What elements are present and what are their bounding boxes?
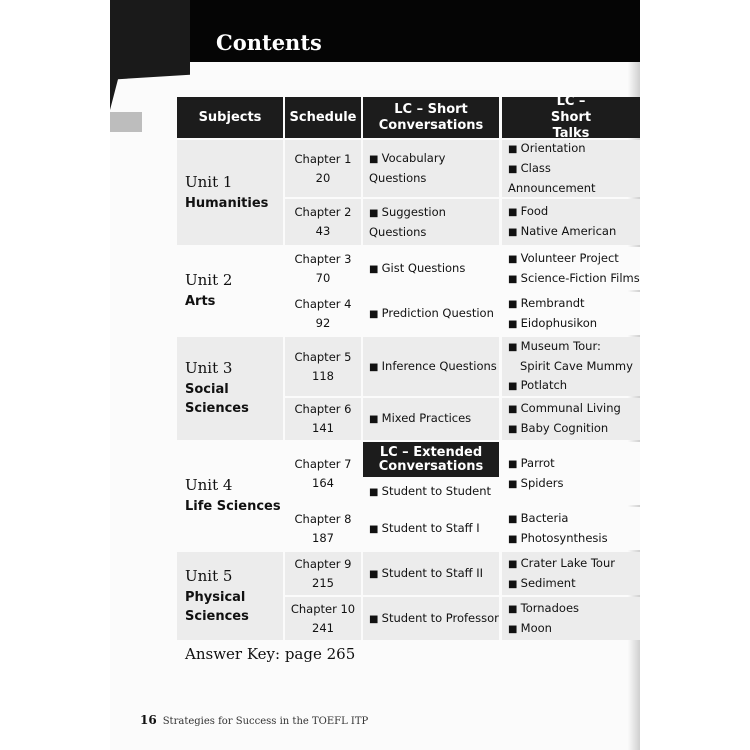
chapter-page: 70 [315,270,331,285]
header-subjects: Subjects [177,97,283,138]
talk-item: Spirit Cave Mummy [520,359,633,373]
schedule-cell [285,292,361,335]
chapter-chapter: Chapter 1 [294,151,352,166]
talk-item: ■ Crater Lake Tour [502,554,640,574]
header-short-talks: LC – Short Talks [502,97,640,138]
talks-cell [502,199,640,245]
schedule-cell [285,442,361,505]
unit-cell [177,337,283,440]
talk-item: ■ Moon [502,619,640,639]
schedule-cell [285,247,361,290]
conversation-item: ■ Student to Staff I [363,519,499,539]
conversation-cell [363,479,499,505]
talk-item: ■ Eidophusikon [502,314,640,334]
unit-cell [177,442,283,550]
conversation-item: ■ Vocabulary Questions [363,149,499,188]
unit-cell [177,552,283,640]
chapter-page: 92 [315,315,331,330]
schedule-cell [285,507,361,550]
conversation-cell [363,398,499,440]
talk-item: ■ Potlatch [502,376,640,396]
conversation-cell [363,140,499,197]
chapter-chapter: Chapter 10 [290,601,356,616]
schedule-cell [285,398,361,440]
talks-cell [502,398,640,440]
schedule-cell [285,199,361,245]
talk-item: ■ Volunteer Project [502,249,640,269]
talk-item: ■ Orientation [502,139,640,159]
chapter-chapter: Chapter 2 [294,205,352,219]
conversation-cell [363,337,499,396]
chapter-page: 141 [312,421,334,435]
header-schedule: Schedule [285,97,361,138]
chapter-page: 43 [315,224,331,238]
unit-cell [177,140,283,245]
unit-label: Unit 4 [185,476,233,494]
talk-item: ■ Photosynthesis [502,529,640,549]
talk-item: ■ Museum Tour: [502,337,640,357]
unit-label: Unit 3 [185,359,233,377]
talk-item: ■ Food [502,202,640,222]
conversation-item: ■ Gist Questions [363,259,499,279]
chapter-chapter: Chapter 4 [294,296,352,311]
chapter-chapter: Chapter 7 [294,456,352,471]
header-extended-conversations: LC – Extended Conversations [363,442,499,477]
chapter-page: 187 [312,530,334,545]
talks-cell [502,597,640,640]
unit-subject: Social Sciences [185,382,249,416]
chapter-chapter: Chapter 9 [294,556,352,571]
talk-item: ■ Rembrandt [502,294,640,314]
talk-item: ■ Communal Living [502,399,640,419]
unit-cell [177,247,283,335]
talk-item: ■ Tornadoes [502,599,640,619]
unit-subject: Humanities [185,195,269,211]
talk-item: ■ Sediment [502,574,640,594]
unit-label: Unit 2 [185,271,233,289]
talks-cell [502,247,640,290]
chapter-page: 164 [312,475,334,490]
schedule-cell [285,140,361,197]
chapter-page: 20 [315,170,331,185]
chapter-page: 241 [312,620,334,635]
conversation-item: ■ Prediction Question [363,304,499,324]
header-short-conversations: LC – Short Conversations [363,97,499,138]
talk-item: ■ Science-Fiction Films [502,269,640,289]
talk-item: ■ Native American [502,222,640,242]
chapter-chapter: Chapter 6 [294,402,352,416]
page-number: 16 [140,713,157,727]
book-title: Strategies for Success in the TOEFL ITP [162,716,369,727]
conversation-item: ■ Inference Questions [363,357,499,377]
unit-subject: Life Sciences [185,499,281,514]
talk-item: ■ Parrot [502,454,640,474]
talks-cell [502,552,640,595]
unit-subject: Physical Sciences [185,589,249,624]
answer-key: Answer Key: page 265 [185,645,356,663]
talk-item: ■ Bacteria [502,509,640,529]
unit-label: Unit 1 [185,172,233,191]
schedule-cell [285,337,361,396]
unit-label: Unit 5 [185,566,233,585]
conversation-item: ■ Student to Student [363,482,499,502]
conversation-cell [363,247,499,290]
chapter-chapter: Chapter 3 [294,251,352,266]
chapter-chapter: Chapter 8 [294,511,352,526]
talk-item: ■ Class Announcement [502,159,640,198]
conversation-item: ■ Student to Staff II [363,564,499,584]
footer [140,713,368,727]
conversation-item: ■ Mixed Practices [363,409,499,429]
schedule-cell [285,597,361,640]
chapter-chapter: Chapter 5 [294,349,352,364]
conversation-cell [363,552,499,595]
conversation-cell [363,507,499,550]
talks-cell [502,507,640,550]
talk-item: ■ Baby Cognition [502,419,640,439]
gray-marker [110,112,142,132]
talks-cell [502,442,640,505]
conversation-item: ■ Student to Professor [363,609,499,629]
unit-subject: Arts [185,294,216,309]
page-title: Contents [216,30,322,55]
conversation-cell [363,199,499,245]
conversation-item: ■ Suggestion Questions [363,203,499,242]
talks-cell [502,140,640,197]
schedule-cell [285,552,361,595]
chapter-page: 215 [312,575,334,590]
talks-cell [502,292,640,335]
chapter-page: 118 [312,368,334,383]
talk-item: ■ Spiders [502,474,640,494]
conversation-cell [363,597,499,640]
conversation-cell [363,292,499,335]
talks-cell [502,337,640,396]
